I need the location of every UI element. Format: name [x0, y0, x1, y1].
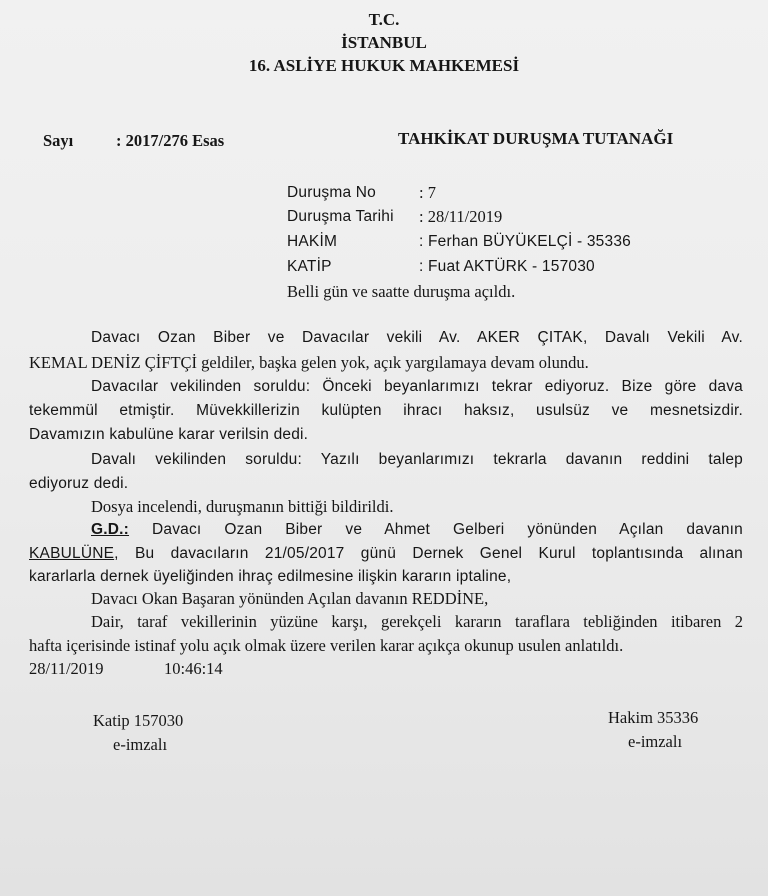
paragraph-1-line-2: KEMAL DENİZ ÇİFTÇİ geldiler, başka gelen yok, açık yargılamaya devam olundu. — [29, 353, 589, 372]
durusma-no-label: Duruşma No — [287, 184, 376, 201]
verdict-label: G.D.: — [91, 521, 130, 538]
document-title: TAHKİKAT DURUŞMA TUTANAĞI — [398, 129, 674, 148]
paragraph-2-line-3: Davamızın kabulüne karar verilsin dedi. — [29, 426, 309, 443]
sayi-value: : 2017/276 Esas — [116, 131, 225, 150]
verdict-kabul: KABULÜNE — [29, 545, 115, 562]
paragraph-1-line-1: Davacı Ozan Biber ve Davacılar vekili Av. AKER ÇITAK, Davalı Vekili Av. — [91, 329, 743, 346]
record-time: 10:46:14 — [164, 659, 223, 678]
paragraph-2-line-2: tekemmül etmiştir. Müvekkillerizin kulüpten ihracı haksız, usulsüz ve mesnetsizdir. — [29, 402, 743, 419]
verdict-line-1 — [91, 520, 743, 540]
katip-label: KATİP — [287, 258, 332, 275]
verdict-line-2 — [29, 544, 743, 564]
katip-e-signature: e-imzalı — [113, 735, 168, 754]
durusma-no-value: : 7 — [419, 183, 436, 202]
hakim-label: HAKİM — [287, 233, 338, 250]
opening-statement: Belli gün ve saatte duruşma açıldı. — [287, 282, 516, 301]
paragraph-4-line-1: Dosya incelendi, duruşmanın bittiği bildirildi. — [91, 497, 394, 516]
hakim-value: : Ferhan BÜYÜKELÇİ - 35336 — [419, 233, 631, 250]
verdict-line-5: Dair, taraf vekillerinin yüzüne karşı, gerekçeli kararın taraflara tebliğinden itibaren 2 — [91, 612, 743, 631]
court-name: 16. ASLİYE HUKUK MAHKEMESİ — [248, 56, 520, 75]
sayi-label: Sayı — [43, 131, 74, 150]
paragraph-3-line-1: Davalı vekilinden soruldu: Yazılı beyanlarımızı tekrarla davanın reddini talep — [91, 451, 743, 468]
hakim-e-signature: e-imzalı — [628, 732, 683, 751]
record-date: 28/11/2019 — [29, 659, 104, 678]
header-city: İSTANBUL — [341, 33, 427, 52]
verdict-line-4: Davacı Okan Başaran yönünden Açılan davanın REDDİNE, — [91, 589, 489, 608]
katip-signature-name: Katip 157030 — [93, 711, 184, 730]
paragraph-3-line-2: ediyoruz dedi. — [29, 475, 129, 492]
hakim-signature-name: Hakim 35336 — [608, 708, 699, 727]
katip-value: : Fuat AKTÜRK - 157030 — [419, 258, 595, 275]
durusma-tarihi-value: : 28/11/2019 — [419, 207, 503, 226]
verdict-line-2-text: , Bu davacıların 21/05/2017 günü Dernek Genel Kurul toplantısında alınan — [114, 545, 743, 562]
verdict-line-1-text: Davacı Ozan Biber ve Ahmet Gelberi yönünden Açılan davanın — [129, 521, 743, 538]
header-tc: T.C. — [368, 10, 400, 29]
verdict-line-3: kararlarla dernek üyeliğinden ihraç edilmesine ilişkin kararın iptaline, — [29, 568, 512, 585]
verdict-line-6: hafta içerisinde istinaf yolu açık olmak üzere verilen karar açıkça okunup usulen anlatıldı. — [29, 636, 624, 655]
paragraph-2-line-1: Davacılar vekilinden soruldu: Önceki beyanlarımızı tekrar ediyoruz. Bize göre dava — [91, 378, 743, 395]
durusma-tarihi-label: Duruşma Tarihi — [287, 208, 394, 225]
